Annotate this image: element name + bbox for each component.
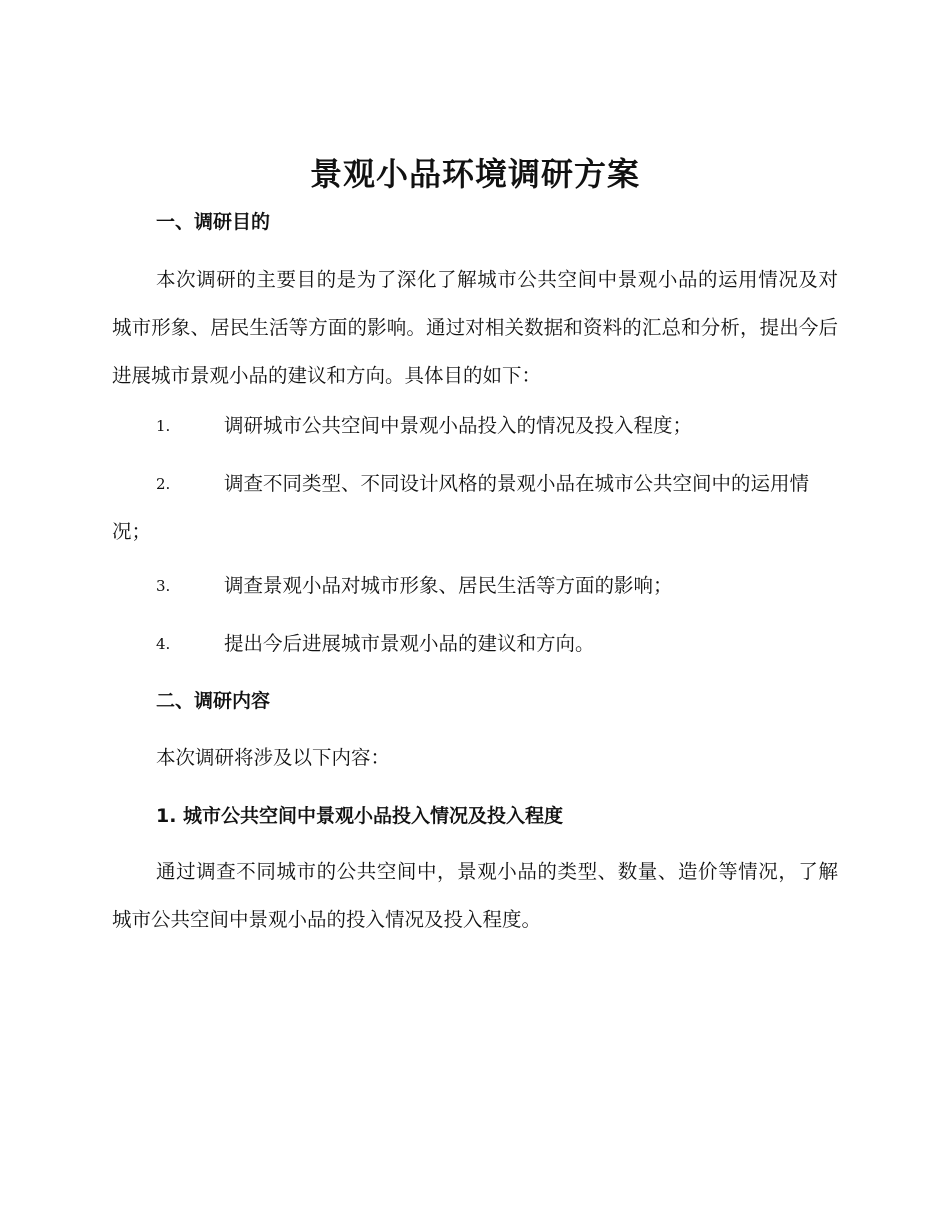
list-text: 调研城市公共空间中景观小品投入的情况及投入程度；	[224, 414, 693, 437]
list-text: 调查不同类型、不同设计风格的景观小品在城市公共空间中的运用情况；	[112, 472, 810, 543]
subsection-1-paragraph: 通过调查不同城市的公共空间中，景观小品的类型、数量、造价等情况，了解城市公共空间中景观小品的投入情况及投入程度。	[112, 860, 838, 931]
list-number: 1.	[156, 417, 171, 435]
subsection-heading-1: 1. 城市公共空间中景观小品投入情况及投入程度	[156, 805, 564, 827]
purpose-paragraph: 本次调研的主要目的是为了深化了解城市公共空间中景观小品的运用情况及对城市形象、居民生活等方面的影响。通过对相关数据和资料的汇总和分析，提出今后进展城市景观小品的建议和方向。具体目的如下：	[112, 268, 838, 387]
purpose-list-item-3	[112, 562, 838, 610]
purpose-list-item-4	[112, 620, 838, 668]
list-number: 3.	[156, 577, 171, 595]
document-title: 景观小品环境调研方案	[309, 155, 640, 193]
purpose-list-item-2	[112, 460, 838, 556]
section-heading-purpose: 一、调研目的	[156, 211, 271, 233]
list-number: 4.	[156, 635, 171, 653]
section-heading-content: 二、调研内容	[156, 690, 271, 712]
list-text: 提出今后进展城市景观小品的建议和方向。	[224, 632, 595, 655]
purpose-list-item-1	[112, 402, 838, 450]
content-intro-paragraph: 本次调研将涉及以下内容：	[156, 746, 391, 769]
list-number: 2.	[156, 475, 171, 493]
list-text: 调查景观小品对城市形象、居民生活等方面的影响；	[224, 574, 673, 597]
